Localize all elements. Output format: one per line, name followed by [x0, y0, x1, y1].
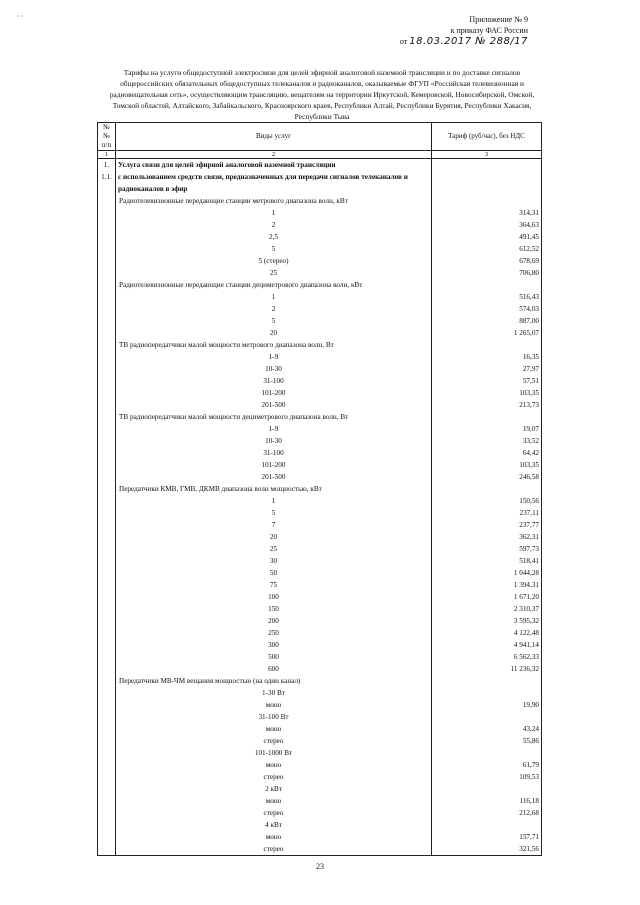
row-tariff: 150,56: [432, 495, 542, 507]
row-tariff: 213,73: [432, 399, 542, 411]
table-row: [98, 507, 542, 519]
row-tariff: 491,45: [432, 231, 542, 243]
row-tariff: 364,63: [432, 219, 542, 231]
row-service: 20: [116, 531, 432, 543]
row-service: Передатчики КМВ, ГМВ, ДКМВ диапазона волн мощностью, кВт: [116, 483, 432, 495]
row-service: с использованием средств связи, предназначенных для передачи сигналов телеканалов и: [116, 171, 432, 183]
table-row: [98, 663, 542, 675]
row-tariff: 574,03: [432, 303, 542, 315]
row-number: [98, 555, 116, 567]
table-header-row: [98, 123, 542, 151]
table-row: [98, 207, 542, 219]
row-service: 101-200: [116, 387, 432, 399]
row-tariff: 116,18: [432, 795, 542, 807]
table-row: [98, 723, 542, 735]
row-number: [98, 291, 116, 303]
row-service: моно: [116, 723, 432, 735]
row-service: 7: [116, 519, 432, 531]
row-number: [98, 459, 116, 471]
table-row: [98, 243, 542, 255]
row-service: 2: [116, 219, 432, 231]
row-number: [98, 411, 116, 423]
row-service: 1: [116, 495, 432, 507]
row-tariff: 19,90: [432, 699, 542, 711]
row-service: 25: [116, 267, 432, 279]
row-tariff: 706,80: [432, 267, 542, 279]
row-tariff: 4 122,48: [432, 627, 542, 639]
row-service: 1: [116, 207, 432, 219]
row-number: [98, 843, 116, 856]
index-2: 2: [116, 151, 432, 159]
row-number: [98, 759, 116, 771]
row-number: [98, 255, 116, 267]
header-service: Виды услуг: [116, 123, 432, 151]
table-row: [98, 291, 542, 303]
table-row: [98, 159, 542, 172]
row-tariff: 19,07: [432, 423, 542, 435]
table-row: [98, 795, 542, 807]
table-row: [98, 831, 542, 843]
table-row: [98, 471, 542, 483]
table-row: [98, 567, 542, 579]
row-service: 200: [116, 615, 432, 627]
row-tariff: 314,31: [432, 207, 542, 219]
table-row: [98, 171, 542, 183]
row-number: [98, 399, 116, 411]
row-number: [98, 183, 116, 195]
row-service: 5: [116, 243, 432, 255]
appendix-date-line: [400, 36, 528, 47]
row-tariff: 55,86: [432, 735, 542, 747]
row-service: Радиотелевизионные передающие станции дециметрового диапазона волн, кВт: [116, 279, 432, 291]
row-number: [98, 447, 116, 459]
appendix-date-prefix: от: [399, 37, 408, 46]
row-number: [98, 219, 116, 231]
row-tariff: 64,42: [432, 447, 542, 459]
row-number: [98, 375, 116, 387]
row-tariff: 6 562,33: [432, 651, 542, 663]
row-number: [98, 831, 116, 843]
row-number: [98, 435, 116, 447]
table-row: [98, 303, 542, 315]
row-service: 10-30: [116, 363, 432, 375]
row-number: [98, 423, 116, 435]
row-number: [98, 207, 116, 219]
row-tariff: 4 941,14: [432, 639, 542, 651]
row-service: 1-30 Вт: [116, 687, 432, 699]
row-tariff: [432, 339, 542, 351]
row-number: [98, 699, 116, 711]
table-row: [98, 771, 542, 783]
appendix-order: к приказу ФАС России: [450, 26, 528, 35]
appendix-number: Приложение № 9: [469, 15, 528, 24]
row-tariff: 43,24: [432, 723, 542, 735]
row-service: 101-1000 Вт: [116, 747, 432, 759]
row-tariff: [432, 711, 542, 723]
row-tariff: [432, 687, 542, 699]
row-tariff: 2 310,37: [432, 603, 542, 615]
table-row: [98, 411, 542, 423]
row-tariff: 103,35: [432, 387, 542, 399]
row-number: [98, 651, 116, 663]
row-service: 100: [116, 591, 432, 603]
table-row: [98, 807, 542, 819]
table-row: [98, 387, 542, 399]
row-tariff: 246,58: [432, 471, 542, 483]
row-service: 300: [116, 639, 432, 651]
table-row: [98, 339, 542, 351]
row-number: [98, 783, 116, 795]
row-service: 5 (стерео): [116, 255, 432, 267]
row-tariff: [432, 819, 542, 831]
row-tariff: 3 595,32: [432, 615, 542, 627]
row-tariff: 518,41: [432, 555, 542, 567]
appendix-header: [400, 14, 528, 47]
row-tariff: 887,00: [432, 315, 542, 327]
row-tariff: 612,52: [432, 243, 542, 255]
row-service: 4 кВт: [116, 819, 432, 831]
row-service: Передатчики МВ-ЧМ вещания мощностью (на один канал): [116, 675, 432, 687]
table-row: [98, 519, 542, 531]
table-row: [98, 531, 542, 543]
row-tariff: [432, 747, 542, 759]
row-service: 500: [116, 651, 432, 663]
table-row: [98, 279, 542, 291]
row-number: [98, 351, 116, 363]
table-row: [98, 327, 542, 339]
row-tariff: 678,69: [432, 255, 542, 267]
row-tariff: 57,51: [432, 375, 542, 387]
tariff-table: [97, 122, 542, 856]
table-row: [98, 819, 542, 831]
row-service: стерео: [116, 735, 432, 747]
row-number: [98, 279, 116, 291]
table-row: [98, 495, 542, 507]
table-row: [98, 267, 542, 279]
row-tariff: 237,11: [432, 507, 542, 519]
row-service: стерео: [116, 843, 432, 856]
row-service: 2,5: [116, 231, 432, 243]
row-tariff: 362,31: [432, 531, 542, 543]
row-service: моно: [116, 759, 432, 771]
table-row: [98, 711, 542, 723]
table-row: [98, 255, 542, 267]
row-number: [98, 771, 116, 783]
table-row: [98, 435, 542, 447]
row-service: моно: [116, 699, 432, 711]
table-row: [98, 231, 542, 243]
row-service: 30: [116, 555, 432, 567]
row-service: 25: [116, 543, 432, 555]
table-row: [98, 579, 542, 591]
row-tariff: 1 265,07: [432, 327, 542, 339]
row-number: [98, 567, 116, 579]
row-number: [98, 795, 116, 807]
row-number: [98, 615, 116, 627]
row-number: [98, 603, 116, 615]
row-tariff: 237,77: [432, 519, 542, 531]
row-service: 20: [116, 327, 432, 339]
row-service: ТВ радиопередатчики малой мощности дециметрового диапазона волн, Вт: [116, 411, 432, 423]
row-number: [98, 315, 116, 327]
table-row: [98, 459, 542, 471]
row-service: 600: [116, 663, 432, 675]
table-row: [98, 591, 542, 603]
row-tariff: [432, 675, 542, 687]
row-service: 2: [116, 303, 432, 315]
table-row: [98, 351, 542, 363]
row-number: [98, 723, 116, 735]
row-tariff: 109,53: [432, 771, 542, 783]
row-service: 201-500: [116, 471, 432, 483]
row-tariff: [432, 483, 542, 495]
table-row: [98, 555, 542, 567]
row-tariff: 597,73: [432, 543, 542, 555]
row-tariff: [432, 411, 542, 423]
table-row: [98, 759, 542, 771]
row-service: 101-200: [116, 459, 432, 471]
row-tariff: [432, 783, 542, 795]
row-service: 75: [116, 579, 432, 591]
header-tariff: Тариф (руб/час), без НДС: [432, 123, 542, 151]
row-service: стерео: [116, 771, 432, 783]
table-row: [98, 447, 542, 459]
row-number: [98, 687, 116, 699]
row-service: Услуга связи для целей эфирной аналоговой наземной трансляции: [116, 159, 432, 172]
row-service: 5: [116, 315, 432, 327]
table-row: [98, 651, 542, 663]
row-service: моно: [116, 795, 432, 807]
table-row: [98, 375, 542, 387]
row-number: [98, 591, 116, 603]
row-service: 31-100 Вт: [116, 711, 432, 723]
row-number: [98, 819, 116, 831]
table-row: [98, 483, 542, 495]
row-number: [98, 267, 116, 279]
row-tariff: [432, 279, 542, 291]
table-row: [98, 219, 542, 231]
table-row: [98, 615, 542, 627]
row-number: [98, 339, 116, 351]
row-service: 50: [116, 567, 432, 579]
row-tariff: 103,35: [432, 459, 542, 471]
table-row: [98, 603, 542, 615]
row-tariff: 157,71: [432, 831, 542, 843]
index-1: 1: [98, 151, 116, 159]
row-number: [98, 747, 116, 759]
table-row: [98, 747, 542, 759]
row-service: 1: [116, 291, 432, 303]
header-number: №№ п/п: [98, 123, 116, 151]
row-tariff: [432, 159, 542, 172]
row-number: [98, 519, 116, 531]
row-number: [98, 711, 116, 723]
table-row: [98, 315, 542, 327]
table-row: [98, 363, 542, 375]
row-number: [98, 735, 116, 747]
row-service: 31-100: [116, 375, 432, 387]
table-row: [98, 735, 542, 747]
table-row: [98, 183, 542, 195]
scan-marks: · ·: [16, 12, 24, 21]
row-service: стерео: [116, 807, 432, 819]
row-tariff: 321,56: [432, 843, 542, 856]
row-service: Радиотелевизионные передающие станции метрового диапазона волн, кВт: [116, 195, 432, 207]
row-tariff: 212,68: [432, 807, 542, 819]
row-tariff: 1 671,20: [432, 591, 542, 603]
page-number: 23: [316, 862, 324, 871]
row-number: [98, 483, 116, 495]
row-tariff: 61,79: [432, 759, 542, 771]
table-row: [98, 639, 542, 651]
row-number: [98, 639, 116, 651]
row-number: [98, 327, 116, 339]
row-number: [98, 303, 116, 315]
row-tariff: [432, 171, 542, 183]
tariff-table-body: [98, 159, 542, 856]
row-service: радиоканалов в эфир: [116, 183, 432, 195]
row-number: 1.: [98, 159, 116, 172]
table-row: [98, 543, 542, 555]
row-number: [98, 231, 116, 243]
row-service: 10-30: [116, 435, 432, 447]
row-service: 31-100: [116, 447, 432, 459]
row-number: [98, 579, 116, 591]
row-tariff: [432, 183, 542, 195]
row-service: моно: [116, 831, 432, 843]
row-number: [98, 531, 116, 543]
row-number: [98, 243, 116, 255]
row-tariff: 11 236,32: [432, 663, 542, 675]
row-tariff: [432, 195, 542, 207]
row-tariff: 1 394,31: [432, 579, 542, 591]
row-service: 1-9: [116, 423, 432, 435]
row-service: ТВ радиопередатчики малой мощности метрового диапазона волн, Вт: [116, 339, 432, 351]
row-tariff: 33,52: [432, 435, 542, 447]
table-row: [98, 783, 542, 795]
row-number: [98, 495, 116, 507]
appendix-date-handwritten: 18.03.2017 № 288/17: [409, 36, 528, 47]
row-number: [98, 627, 116, 639]
row-tariff: 27,97: [432, 363, 542, 375]
row-number: [98, 675, 116, 687]
row-service: 250: [116, 627, 432, 639]
row-number: 1.1.: [98, 171, 116, 183]
row-service: 1-9: [116, 351, 432, 363]
row-service: 201-500: [116, 399, 432, 411]
row-number: [98, 663, 116, 675]
table-row: [98, 699, 542, 711]
table-row: [98, 195, 542, 207]
row-tariff: 1 044,28: [432, 567, 542, 579]
document-title: Тарифы на услуги общедоступной электросвязи для целей эфирной аналоговой наземной трансляции и по доставке сигналов общероссийских обязательных общедоступных телеканалов и радиоканалов, оказываемые ФГУП «Российская телевизионная и радиовещательная сеть», осуществляющим трансляцию, вещателям на территории Иркутской, Кемеровской, Новосибирской, Омской, Томской областей, Алтайского, Забайкальского, Красноярского краев, Республики Алтай, Республики Бурятия, Республики Хакасия, Республики Тыва: [109, 68, 535, 121]
table-row: [98, 399, 542, 411]
row-service: 5: [116, 507, 432, 519]
row-number: [98, 363, 116, 375]
row-number: [98, 195, 116, 207]
table-row: [98, 627, 542, 639]
row-number: [98, 507, 116, 519]
table-index-row: [98, 151, 542, 159]
row-tariff: 516,43: [432, 291, 542, 303]
row-service: 150: [116, 603, 432, 615]
table-row: [98, 687, 542, 699]
row-service: 2 кВт: [116, 783, 432, 795]
row-number: [98, 471, 116, 483]
table-row: [98, 843, 542, 856]
row-tariff: 16,35: [432, 351, 542, 363]
row-number: [98, 807, 116, 819]
table-row: [98, 423, 542, 435]
row-number: [98, 543, 116, 555]
index-3: 3: [432, 151, 542, 159]
row-number: [98, 387, 116, 399]
table-row: [98, 675, 542, 687]
